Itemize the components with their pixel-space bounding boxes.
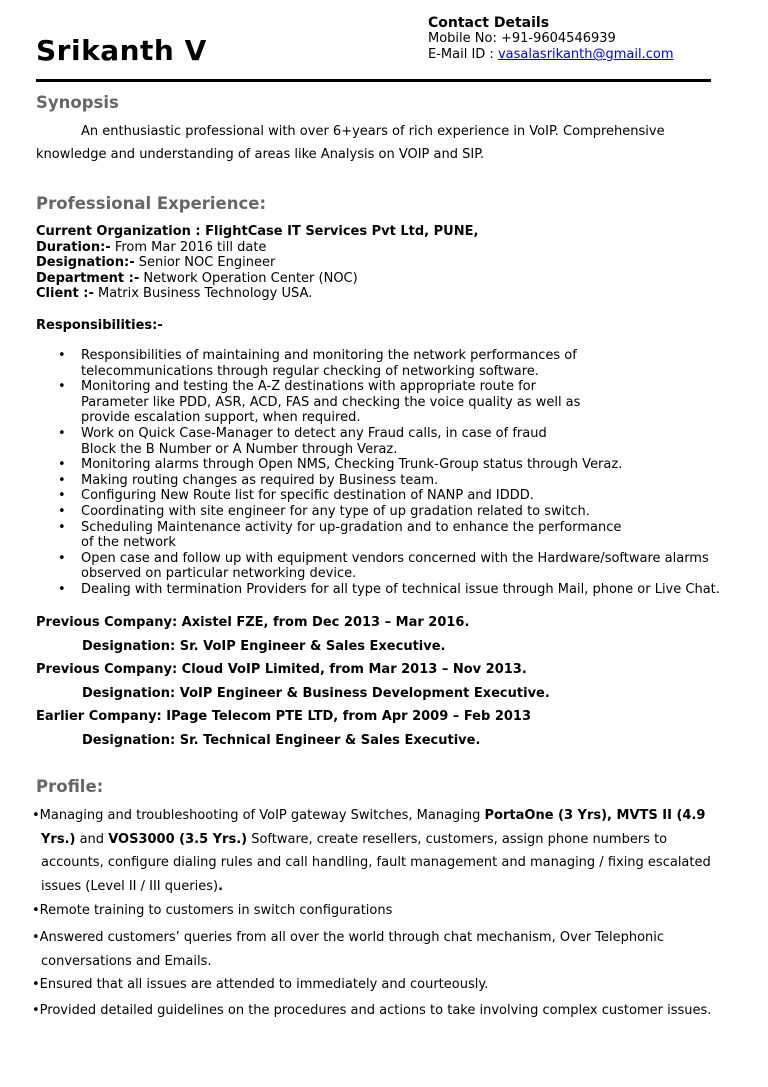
previous-designation-1: Designation: Sr. VoIP Engineer & Sales Executive.: [82, 639, 446, 654]
client-value: Matrix Business Technology USA.: [93, 286, 313, 301]
profile-item-5: •Provided detailed guidelines on the procedures and actions to take involving complex customer issues.: [32, 1003, 712, 1018]
list-item-text: Dealing with termination Providers for all type of technical issue through Mail, phone or Live Chat.: [81, 581, 720, 597]
list-item: [36, 551, 736, 582]
list-item-text: Monitoring alarms through Open NMS, Checking Trunk-Group status through Veraz.: [81, 457, 623, 473]
list-item-text: Work on Quick Case-Manager to detect any Fraud calls, in case of fraud: [81, 425, 547, 441]
previous-company-2: Previous Company: Cloud VoIP Limited, from Mar 2013 – Nov 2013.: [36, 662, 527, 677]
list-item: [36, 457, 736, 473]
designation-label: Designation:-: [36, 255, 135, 270]
current-job: [36, 224, 478, 302]
list-item-text: Parameter like PDD, ASR, ACD, FAS and checking the voice quality as well as: [81, 394, 581, 410]
list-item: [36, 504, 736, 520]
list-item-text: Responsibilities of maintaining and monitoring the network performances of: [81, 348, 577, 363]
profile-text: Software, create resellers, customers, assign phone numbers to: [247, 831, 668, 847]
list-item: [36, 379, 736, 426]
list-item-text: Open case and follow up with equipment vendors concerned with the Hardware/software alarms: [81, 550, 709, 566]
email-label: E-Mail ID :: [428, 47, 498, 62]
duration-label: Duration:-: [36, 239, 111, 255]
profile-item-1: [32, 804, 732, 898]
synopsis-heading: Synopsis: [36, 93, 119, 112]
email-link[interactable]: vasalasrikanth@gmail.com: [497, 47, 674, 62]
profile-text: •Managing and troubleshooting of VoIP gateway Switches, Managing: [32, 808, 485, 823]
list-item-text: observed on particular networking device.: [81, 566, 357, 582]
client-label: Client :-: [36, 286, 94, 301]
profile-continuation: [32, 875, 732, 899]
email-line: [428, 47, 674, 63]
profile-heading: Profile:: [36, 777, 104, 796]
profile-continuation: conversations and Emails.: [41, 953, 212, 969]
profile-text: issues (Level II / III queries): [41, 878, 219, 894]
list-item-text: Block the B Number or A Number through Veraz.: [81, 441, 398, 457]
duration-line: [36, 240, 478, 256]
designation-value: Senior NOC Engineer: [134, 255, 276, 270]
list-item-text: Making routing changes as required by Business team.: [81, 472, 439, 488]
experience-heading: Professional Experience:: [36, 194, 267, 213]
profile-text-bold: PortaOne (3 Yrs), MVTS II (4.9: [484, 808, 706, 823]
previous-designation-2: Designation: VoIP Engineer & Business Development Executive.: [82, 686, 550, 701]
mobile-number: Mobile No: +91-9604546939: [428, 31, 616, 46]
profile-text: •Answered customers’ queries from all over the world through chat mechanism, Over Telephonic: [32, 930, 665, 945]
list-item: [36, 520, 736, 551]
list-item-text: of the network: [81, 535, 176, 551]
list-item-text: telecommunications through regular checking of networking software.: [81, 363, 539, 379]
profile-text-bold: VOS3000 (3.5 Yrs.): [108, 831, 248, 847]
client-line: [36, 286, 478, 302]
profile-text: and: [75, 831, 109, 847]
previous-company-1: Previous Company: Axistel FZE, from Dec 2013 – Mar 2016.: [36, 615, 470, 630]
profile-continuation: accounts, configure dialing rules and call handling, fault management and managing / fixing escalated: [41, 855, 711, 870]
list-item-text: Coordinating with site engineer for any type of up gradation related to switch.: [81, 503, 590, 519]
profile-item-3: [32, 926, 732, 973]
list-item: [36, 348, 736, 379]
department-label: Department :-: [36, 270, 140, 286]
list-item-text: Monitoring and testing the A-Z destinations with appropriate route for: [81, 379, 536, 395]
list-item: [36, 488, 736, 504]
list-item-text: Configuring New Route list for specific destination of NANP and IDDD.: [81, 488, 534, 504]
contact-details: [428, 15, 674, 63]
previous-designation-3: Designation: Sr. Technical Engineer & Sales Executive.: [82, 733, 481, 748]
list-item-text: Scheduling Maintenance activity for up-gradation and to enhance the performance: [81, 519, 622, 535]
department-line: [36, 271, 478, 287]
list-item: [36, 426, 736, 457]
duration-value: From Mar 2016 till date: [110, 239, 267, 255]
profile-text-bold: .: [218, 878, 224, 894]
responsibilities-heading: Responsibilities:-: [36, 318, 163, 333]
header-divider: [36, 79, 711, 82]
responsibilities-list: [36, 348, 736, 598]
current-organization: Current Organization : FlightCase IT Services Pvt Ltd, PUNE,: [36, 224, 479, 239]
list-item: [36, 473, 736, 489]
candidate-name: Srikanth V: [36, 34, 207, 67]
list-item: [36, 582, 736, 598]
profile-item-4: •Ensured that all issues are attended to immediately and courteously.: [32, 977, 489, 992]
profile-item-2: •Remote training to customers in switch configurations: [32, 903, 393, 918]
department-value: Network Operation Center (NOC): [139, 270, 358, 286]
designation-line: [36, 255, 478, 271]
previous-company-3: Earlier Company: IPage Telecom PTE LTD, from Apr 2009 – Feb 2013: [36, 709, 532, 724]
synopsis-line-1: An enthusiastic professional with over 6+years of rich experience in VoIP. Comprehensive: [81, 124, 665, 139]
contact-title: Contact Details: [428, 15, 550, 31]
profile-text-bold: Yrs.): [41, 831, 76, 847]
list-item-text: provide escalation support, when required.: [81, 410, 361, 426]
synopsis-line-2: knowledge and understanding of areas like Analysis on VOIP and SIP.: [36, 147, 485, 162]
profile-continuation: [32, 828, 732, 852]
